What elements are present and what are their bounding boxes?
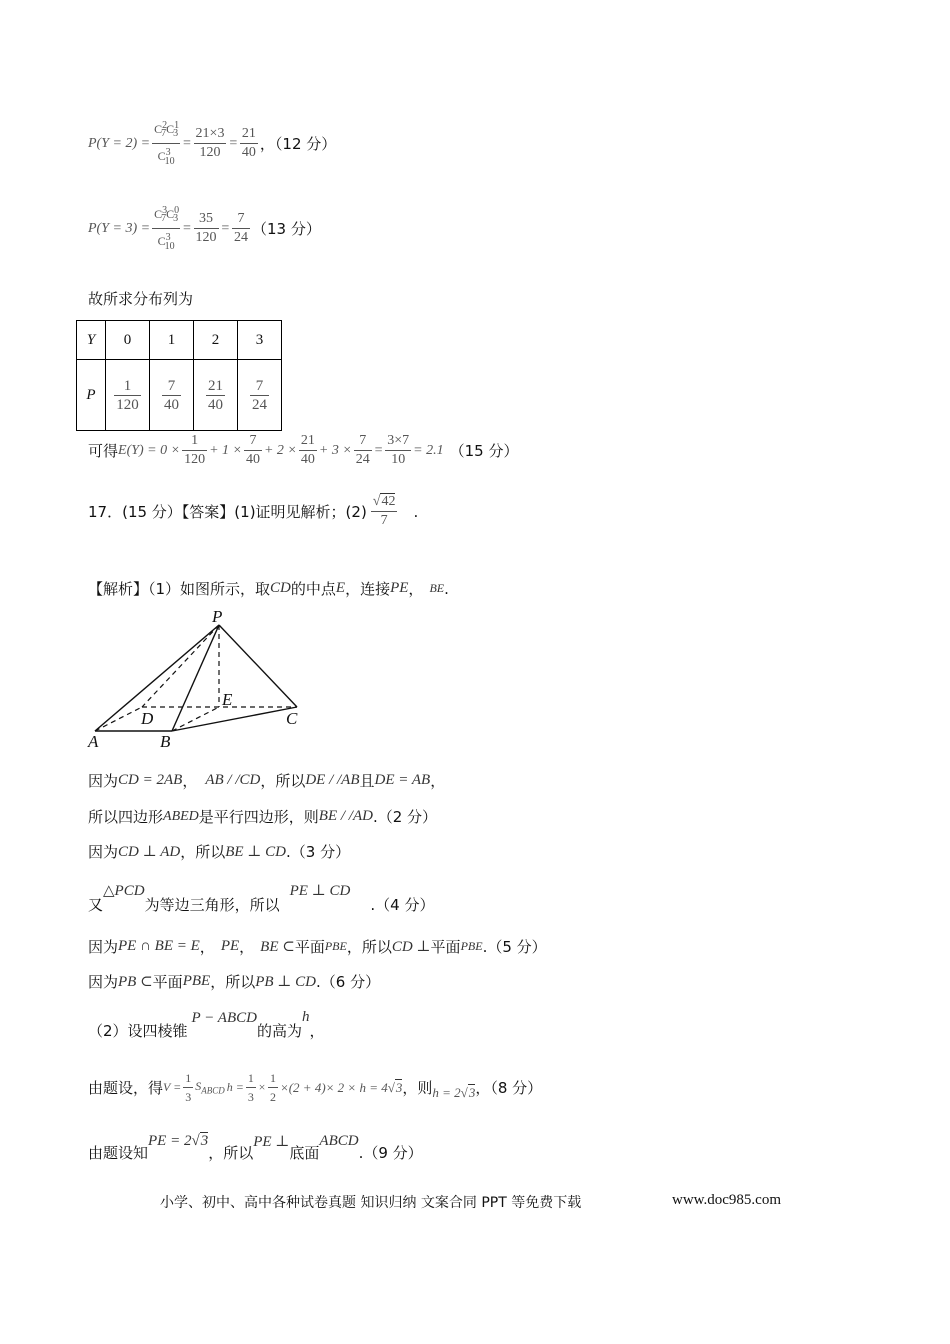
prob-y3-line: P(Y = 3) = $\frac{C^3_7C^0_3}{C^3_{10}}$ = $\frac{35}{120}$ = $\frac{7}{24}$ （13 分） [88,203,321,255]
prob-y3-lhs: P(Y = 3) = [88,220,151,236]
analysis-head: 【解析】（1）如图所示，取 CD 的中点 E ，连接 PE ， BE . [88,579,449,598]
proof-line-7: （2）设四棱锥 P − ABCD 的高为 h ， [88,1009,325,1040]
prob-y2-lhs: P(Y = 2) = [88,135,151,151]
label-c: C [286,709,298,728]
edge-pd [142,625,219,707]
prob-y3-frac2: $\frac{35}{120}$ [195,211,217,246]
label-e: E [222,690,233,709]
prob-y2-line: P(Y = 2) = $\frac{C^2_7C^1_3}{C^3_{10}}$ = $\frac{21\times 3}{120}$ = $\frac{21}{40}$ ，（12 分） [88,118,336,170]
table-cell: 1 [150,321,194,360]
table-cell: $\frac{7}{24}$ [238,360,282,431]
proof-line-2: 所以四边形 ABED 是平行四边形，则 BE / /AD .（2 分） [88,808,438,826]
proof-line-3: 因为 CD ⊥ AD ，所以 BE ⊥ CD .（3 分） [88,843,351,861]
edge-be [172,707,219,731]
table-cell: 0 [106,321,150,360]
label-d: D [141,709,154,728]
prob-y2-frac2: $\frac{21\times 3}{120}$ [195,126,225,161]
proof-line-6: 因为 PB ⊂ 平面 PBE ，所以 PB ⊥ CD .（6 分） [88,973,381,991]
distribution-table [76,320,282,431]
table-prob-row [77,360,282,431]
table-cell: $\frac{1}{120}$ [106,360,150,431]
footer-url[interactable]: www.doc985.com [672,1192,782,1208]
proof-line-9: 由题设知 PE = 2 √3 ，所以 PE ⊥ 底面 ABCD .（9 分） [88,1133,423,1162]
table-cell: $\frac{21}{40}$ [194,360,238,431]
q17-answer-line: 17．(15 分）【答案】(1)证明见解析；(2) $\frac{√42}{7}$ . [88,494,419,528]
prob-y2-comb-frac: $\frac{C^2_7C^1_3}{C^3_{10}}$ [154,120,180,167]
edge-pb [172,625,219,731]
edge-bc [172,707,297,731]
prob-y3-comb-frac: $\frac{C^3_7C^0_3}{C^3_{10}}$ [154,205,180,252]
table-cell: 2 [194,321,238,360]
proof-line-8: 由题设，得 V = $\frac{1}{3}$ $S_{ABCD}$ h = $\frac{1}{3}$ × $\frac{1}{2}$ ×(2 + 4)× 2 × h = 4 √3 ，则 h = 2 √3 ，（8 分） [88,1071,543,1104]
footer-text: 小学、初中、高中各种试卷真题 知识归纳 文案合同 PPT 等免费下载 [160,1195,582,1211]
pyramid-figure [80,605,320,755]
prob-y2-frac3: $\frac{21}{40}$ [241,126,256,161]
table-p-label: P [86,386,96,403]
label-b: B [160,732,171,751]
table-header-row [77,321,282,360]
proof-line-4: 又 △PCD 为等边三角形，所以 PE ⊥ CD .（4 分） [88,883,435,914]
prob-y3-score: （13 分） [252,220,321,239]
prob-y2-score: ，（12 分） [259,135,337,154]
distribution-intro: 故所求分布列为 [88,290,194,308]
edge-pa [95,625,219,731]
proof-line-1: 因为 CD = 2AB ， AB / /CD ，所以 DE / /AB 且 DE = AB ， [88,772,446,790]
label-p: P [212,607,223,626]
table-cell: 3 [238,321,282,360]
q17-answer-frac: $\frac{√42}{7}$ [372,494,396,528]
expectation-line: 可得 E(Y) = 0 × $\frac{1}{120}$ + 1 × $\frac{7}{40}$ + 2 × $\frac{21}{40}$ + 3 × $\frac{7}{24}$ = $\frac{3\times 7}{10}$ = 2.1 （15 分） [88,433,519,467]
table-y-label: Y [86,331,96,348]
proof-line-5: 因为 PE ∩ BE = E ， PE ， BE ⊂ 平面 PBE ，所以 CD ⊥ 平面 PBE .（5 分） [88,938,547,956]
prob-y3-frac3: $\frac{7}{24}$ [234,211,248,246]
label-a: A [88,732,99,751]
table-cell: $\frac{7}{40}$ [150,360,194,431]
